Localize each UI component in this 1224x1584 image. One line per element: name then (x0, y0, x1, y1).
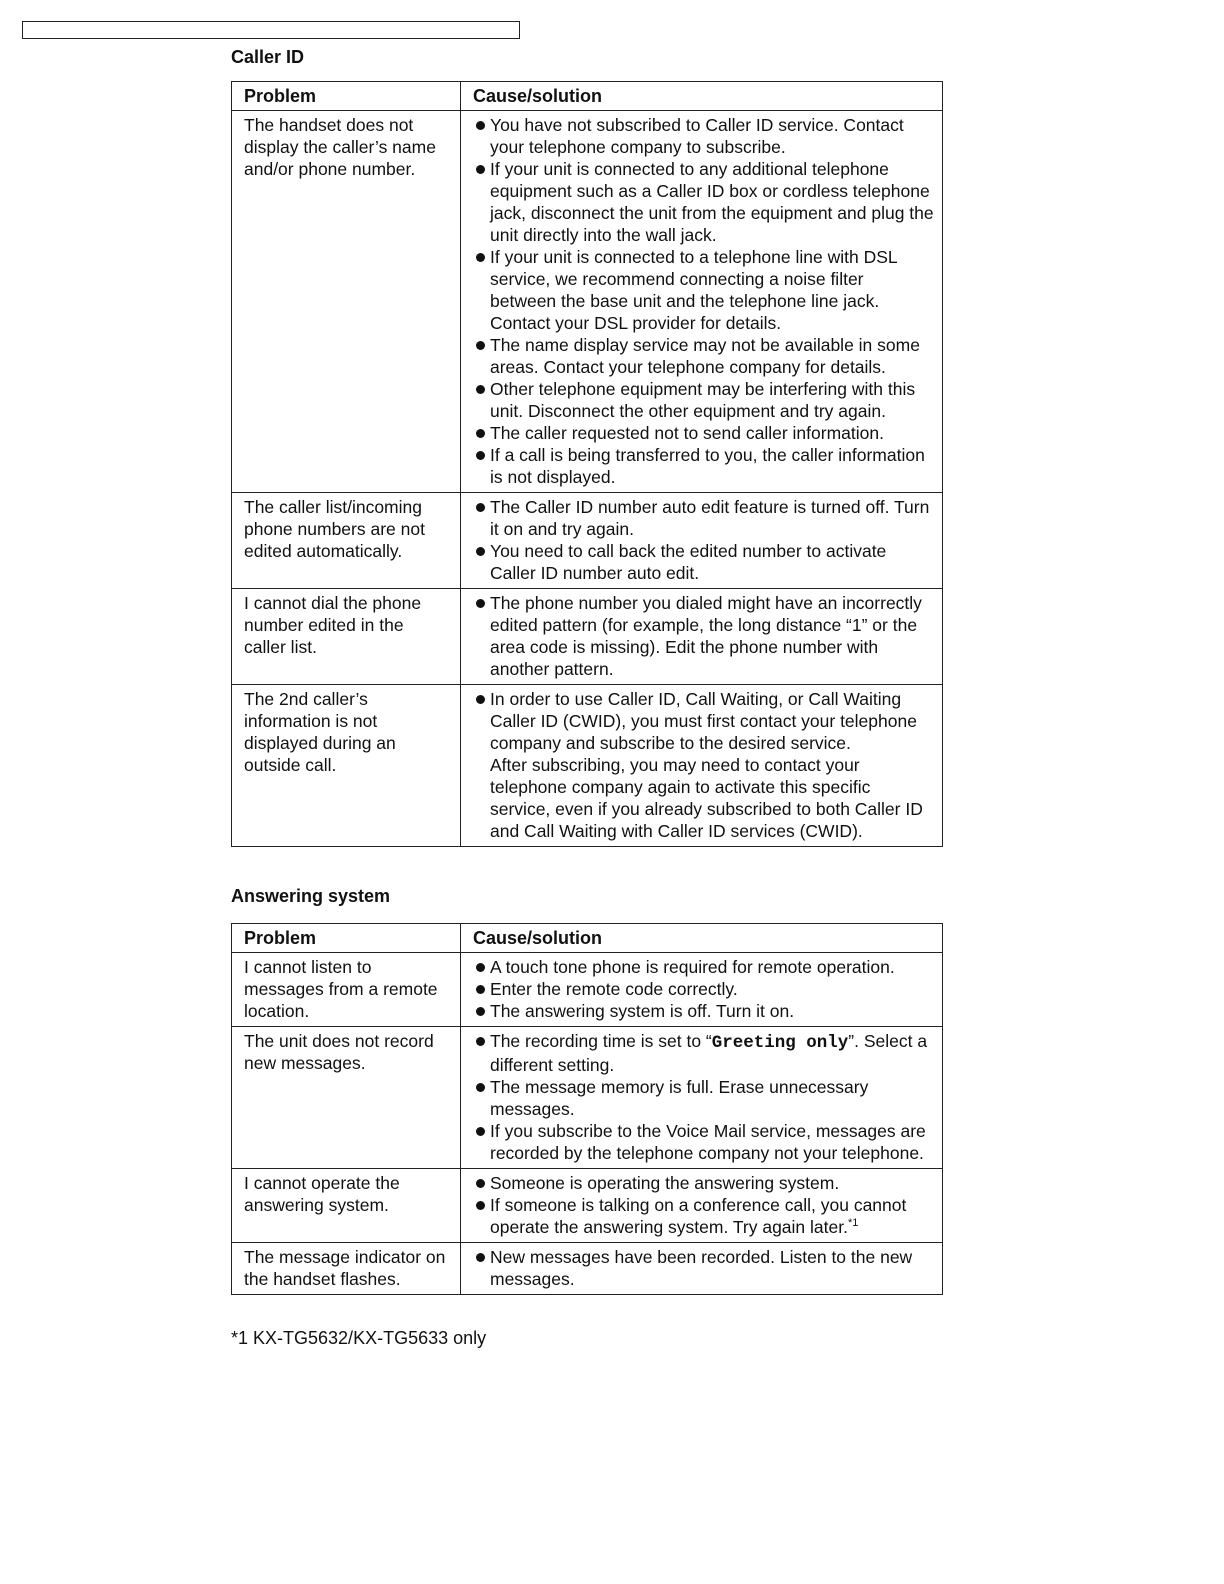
problem-cell: The message indicator on the handset flashes. (232, 1243, 461, 1295)
table-row (232, 589, 943, 685)
solution-item: The caller requested not to send caller information. (475, 422, 934, 444)
table-row (232, 1169, 943, 1243)
answering-system-section (231, 885, 942, 1295)
problem-cell: The caller list/incoming phone numbers are not edited automatically. (232, 493, 461, 589)
solution-item: The Caller ID number auto edit feature is turned off. Turn it on and try again. (475, 496, 934, 540)
solution-cell (461, 1243, 943, 1295)
solution-item (475, 1194, 934, 1238)
table-row (232, 685, 943, 847)
caller-id-section (231, 46, 942, 847)
solution-item: The message memory is full. Erase unnecessary messages. (475, 1076, 934, 1120)
solution-text: In order to use Caller ID, Call Waiting, or Call Waiting Caller ID (CWID), you must first contact your telephone company and subscribe to the desired service. (490, 689, 917, 753)
table-row (232, 953, 943, 1027)
solution-cell (461, 953, 943, 1027)
solution-item: Other telephone equipment may be interfering with this unit. Disconnect the other equipment and try again. (475, 378, 934, 422)
solution-item: You have not subscribed to Caller ID service. Contact your telephone company to subscribe. (475, 114, 934, 158)
problem-cell: The 2nd caller’s information is not displayed during an outside call. (232, 685, 461, 847)
solution-cell (461, 111, 943, 493)
answering-system-table (231, 923, 943, 1295)
solution-item: You need to call back the edited number to activate Caller ID number auto edit. (475, 540, 934, 584)
problem-cell: I cannot listen to messages from a remote location. (232, 953, 461, 1027)
column-header-problem: Problem (232, 924, 461, 953)
column-header-solution: Cause/solution (461, 82, 943, 111)
section-title-answering-system: Answering system (231, 886, 391, 906)
table-row (232, 111, 943, 493)
solution-item: The phone number you dialed might have an incorrectly edited pattern (for example, the long distance “1” or the area code is missing). Edit the phone number with another pattern. (475, 592, 934, 680)
solution-item: Someone is operating the answering system. (475, 1172, 934, 1194)
table-row (232, 1243, 943, 1295)
solution-note: After subscribing, you may need to contact your telephone company again to activate this specific service, even if you already subscribed to both Caller ID and Call Waiting with Caller ID services (CWID). (490, 755, 923, 841)
solution-item: Enter the remote code correctly. (475, 978, 934, 1000)
solution-item: If you subscribe to the Voice Mail service, messages are recorded by the telephone company not your telephone. (475, 1120, 934, 1164)
display-text-greeting-only: Greeting only (711, 1033, 849, 1053)
caller-id-table (231, 81, 943, 847)
solution-item: The name display service may not be available in some areas. Contact your telephone company for details. (475, 334, 934, 378)
section-title-caller-id: Caller ID (231, 47, 305, 67)
solution-cell (461, 1027, 943, 1169)
solution-cell (461, 1169, 943, 1243)
solution-item: If your unit is connected to a telephone line with DSL service, we recommend connecting a noise filter between the base unit and the telephone line jack. Contact your DSL provider for details. (475, 246, 934, 334)
table-row (232, 493, 943, 589)
problem-cell: I cannot dial the phone number edited in the caller list. (232, 589, 461, 685)
problem-cell: I cannot operate the answering system. (232, 1169, 461, 1243)
column-header-problem: Problem (232, 82, 461, 111)
table-row (232, 1027, 943, 1169)
solution-cell (461, 685, 943, 847)
solution-item: New messages have been recorded. Listen to the new messages. (475, 1246, 934, 1290)
solution-item (475, 1030, 934, 1076)
solution-text: If someone is talking on a conference call, you cannot operate the answering system. Try again later. (490, 1195, 907, 1237)
solution-item: The answering system is off. Turn it on. (475, 1000, 934, 1022)
column-header-solution: Cause/solution (461, 924, 943, 953)
solution-item: If your unit is connected to any additional telephone equipment such as a Caller ID box or cordless telephone jack, disconnect the unit from the equipment and plug the unit directly into the wall jack. (475, 158, 934, 246)
problem-cell: The handset does not display the caller’s name and/or phone number. (232, 111, 461, 493)
header-frame (22, 21, 520, 39)
solution-text: ”. Select a different setting. (490, 1031, 928, 1075)
solution-item (475, 688, 934, 842)
solution-item: If a call is being transferred to you, the caller information is not displayed. (475, 444, 934, 488)
solution-cell (461, 493, 943, 589)
footnote: *1 KX-TG5632/KX-TG5633 only (231, 1328, 487, 1348)
solution-cell (461, 589, 943, 685)
problem-cell: The unit does not record new messages. (232, 1027, 461, 1169)
table-header-row (232, 82, 943, 111)
footnote-ref: *1 (847, 1217, 859, 1230)
solution-text: The recording time is set to “ (490, 1031, 712, 1051)
table-header-row (232, 924, 943, 953)
solution-item: A touch tone phone is required for remote operation. (475, 956, 934, 978)
